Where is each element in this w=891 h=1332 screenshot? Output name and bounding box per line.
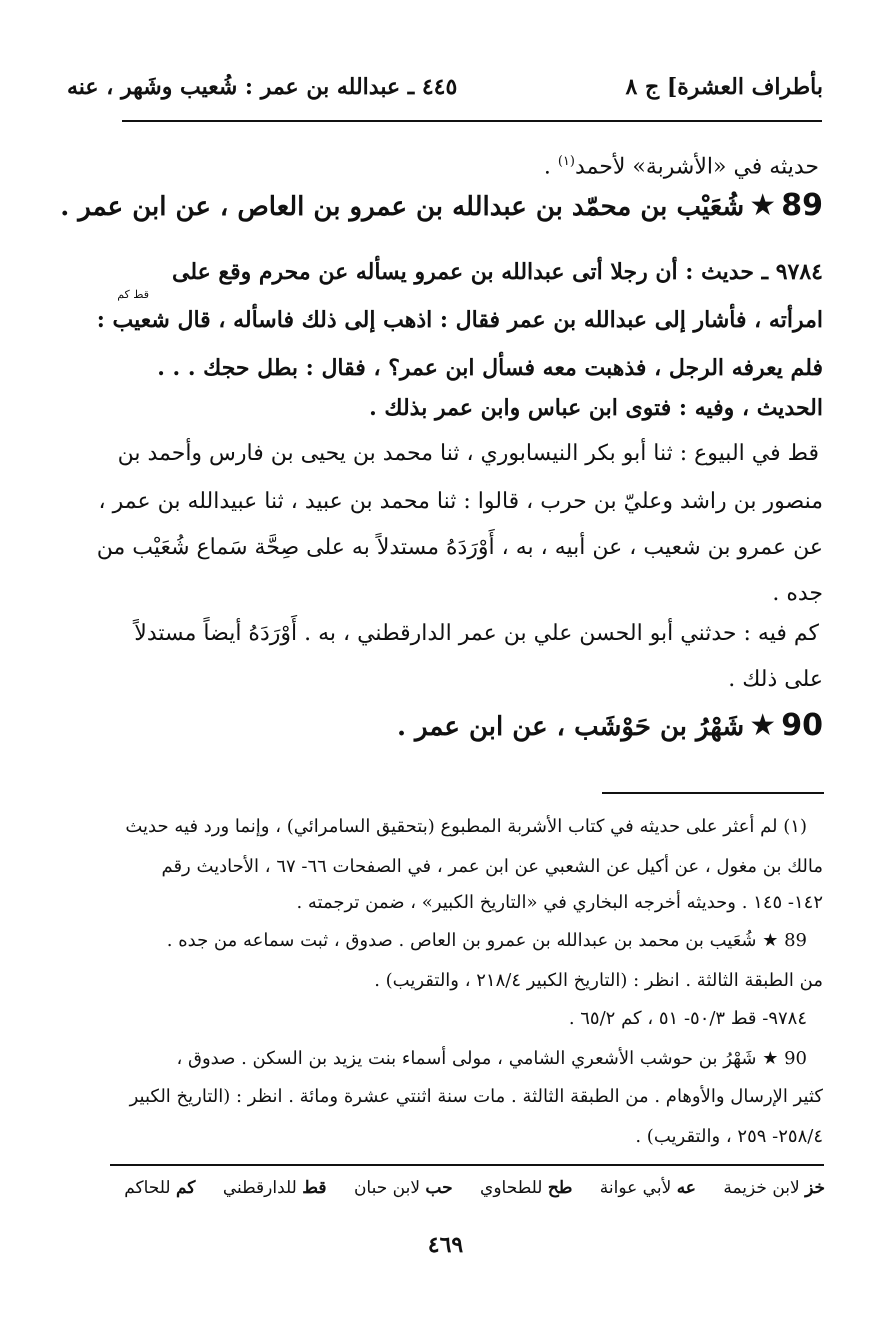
abbreviations-rule bbox=[110, 1164, 824, 1166]
header-book-title: بأطراف العشرة] ج ٨ bbox=[625, 74, 823, 100]
page-number: ٤٦٩ bbox=[427, 1232, 464, 1258]
running-header bbox=[67, 70, 823, 110]
star-icon: ★ bbox=[749, 188, 777, 223]
footnote-line: ١٤٢- ١٤٥ . وحديثه أخرجه البخاري في «التاريخ الكبير» ، ضمن ترجمته . bbox=[296, 892, 823, 913]
footnote-line: 89 ★ شُعَيب بن محمد بن عبدالله بن عمرو بن العاص . صدوق ، ثبت سماعه من جده . bbox=[166, 930, 807, 951]
abbr-item: خز لابن خزيمة bbox=[723, 1178, 825, 1198]
entry-number: 90 bbox=[781, 708, 823, 743]
entry-name: شُعَيْب بن محمّد بن عبدالله بن عمرو بن العاص ، عن ابن عمر . bbox=[60, 192, 745, 222]
text-line: حديثه في «الأشربة» لأحمد$^{(١)}$ . bbox=[543, 154, 819, 180]
text-line: على ذلك . bbox=[728, 667, 823, 692]
text-line: جده . bbox=[772, 581, 823, 606]
abbr-item: طح للطحاوي bbox=[480, 1178, 573, 1198]
footnote-line: ٢٥٨/٤- ٢٥٩ ، والتقريب) . bbox=[635, 1126, 823, 1147]
abbr-item: عه لأبي عوانة bbox=[599, 1178, 696, 1198]
abbr-item: قط للدارقطني bbox=[222, 1178, 327, 1198]
footnote-ref: (١) bbox=[557, 154, 575, 169]
entry-90-heading bbox=[67, 708, 823, 760]
hadith-line: فلم يعرفه الرجل ، فذهبت معه فسأل ابن عمر؟ ، فقال : بطل حجك . . . bbox=[157, 355, 823, 381]
hadith-line: الحديث ، وفيه : فتوى ابن عباس وابن عمر بذلك . bbox=[369, 395, 823, 421]
hadith-line: ٩٧٨٤ ـ حديث : أن رجلا أتى عبدالله بن عمرو يسأله عن محرم وقع على bbox=[172, 259, 823, 285]
header-rule bbox=[122, 120, 822, 122]
entry-89-heading bbox=[60, 188, 823, 240]
abbr-item: كم للحاكم bbox=[124, 1178, 196, 1198]
footnote-line: (١) لم أعثر على حديثه في كتاب الأشربة المطبوع (بتحقيق السامرائي) ، وإنما ورد فيه حديث bbox=[125, 816, 807, 837]
text-line: قط في البيوع : ثنا أبو بكر النيسابوري ، ثنا محمد بن يحيى بن فارس وأحمد بن bbox=[117, 441, 819, 466]
entry-number: 89 bbox=[781, 188, 823, 223]
hadith-number: ٩٧٨٤ ـ bbox=[761, 259, 823, 285]
footnote-line: مالك بن مغول ، عن أكيل عن الشعبي عن ابن عمر ، في الصفحات ٦٦- ٦٧ ، الأحاديث رقم bbox=[161, 856, 823, 877]
footnote-rule bbox=[602, 792, 824, 794]
star-icon: ★ bbox=[749, 708, 777, 743]
footnote-line: 90 ★ شَهْرُ بن حوشب الأشعري الشامي ، مولى أسماء بنت يزيد بن السكن . صدوق ، bbox=[176, 1048, 807, 1069]
hadith-line: امرأته ، فأشار إلى عبدالله بن عمر فقال : اذهب إلى ذلك فاسأله ، قال شعيب : bbox=[96, 307, 823, 333]
abbr-item: حب لابن حبان bbox=[353, 1178, 453, 1198]
text-line: كم فيه : حدثني أبو الحسن علي بن عمر الدارقطني ، به . أَوْرَدَهُ أيضاً مستدلاً bbox=[134, 621, 819, 646]
text-line: عن عمرو بن شعيب ، عن أبيه ، به ، أَوْرَدَهُ مستدلاً به على صِحَّة سَماع شُعَيْب من bbox=[96, 535, 823, 560]
text-line: منصور بن راشد وعليّ بن حرب ، قالوا : ثنا محمد بن عبيد ، ثنا عبيدالله بن عمر ، bbox=[98, 489, 823, 514]
header-section-title: ٤٤٥ ـ عبدالله بن عمر : شُعيب وشَهر ، عنه bbox=[67, 74, 458, 100]
source-marker: قط كم bbox=[117, 288, 149, 301]
abbreviations-legend bbox=[69, 1178, 825, 1198]
footnote-line: ٩٧٨٤- قط ٥٠/٣- ٥١ ، كم ٦٥/٢ . bbox=[568, 1008, 807, 1029]
footnote-line: كثير الإرسال والأوهام . من الطبقة الثالثة . مات سنة اثنتي عشرة ومائة . انظر : (التاريخ الكبير bbox=[129, 1086, 823, 1107]
footnote-line: من الطبقة الثالثة . انظر : (التاريخ الكبير ٢١٨/٤ ، والتقريب) . bbox=[374, 970, 823, 991]
entry-name: شَهْرُ بن حَوْشَب ، عن ابن عمر . bbox=[396, 712, 745, 742]
